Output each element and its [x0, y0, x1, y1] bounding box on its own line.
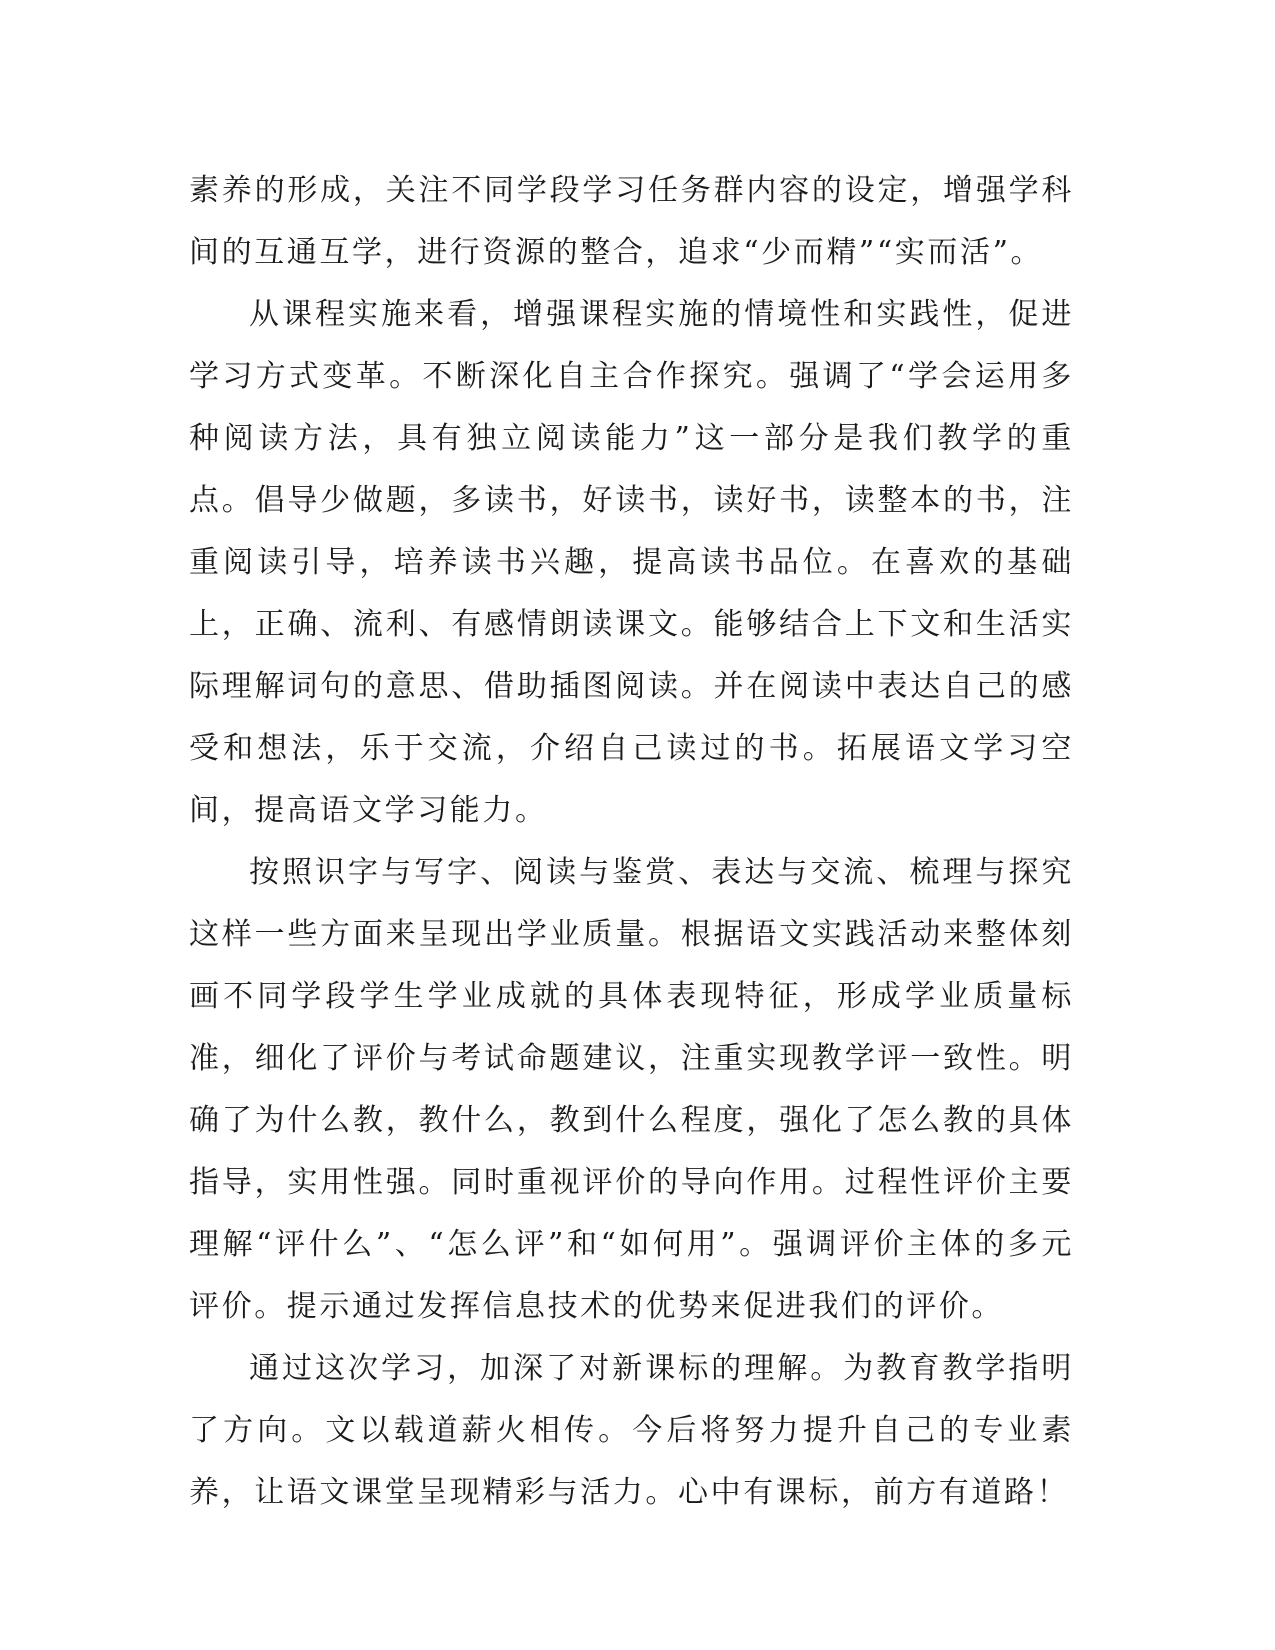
paragraph-1: 素养的形成，关注不同学段学习任务群内容的设定，增强学科间的互通互学，进行资源的整合，追求“少而精”“实而活”。: [189, 173, 1074, 270]
document-body: [189, 160, 1074, 1524]
paragraph-4: 通过这次学习，加深了对新课标的理解。为教育教学指明了方向。文以载道薪火相传。今后将努力提升自己的专业素养，让语文课堂呈现精彩与活力。心中有课标，前方有道路！: [189, 1351, 1074, 1510]
paragraph-2: 从课程实施来看，增强课程实施的情境性和实践性，促进学习方式变革。不断深化自主合作探究。强调了“学会运用多种阅读方法，具有独立阅读能力”这一部分是我们教学的重点。倡导少做题，多读书，好读书，读好书，读整本的书，注重阅读引导，培养读书兴趣，提高读书品位。在喜欢的基础上，正确、流利、有感情朗读课文。能够结合上下文和生活实际理解词句的意思、借助插图阅读。并在阅读中表达自己的感受和想法，乐于交流，介绍自己读过的书。拓展语文学习空间，提高语文学习能力。: [189, 297, 1074, 828]
paragraph-3: 按照识字与写字、阅读与鉴赏、表达与交流、梳理与探究这样一些方面来呈现出学业质量。根据语文实践活动来整体刻画不同学段学生学业成就的具体表现特征，形成学业质量标准，细化了评价与考试命题建议，注重实现教学评一致性。明确了为什么教，教什么，教到什么程度，强化了怎么教的具体指导，实用性强。同时重视评价的导向作用。过程性评价主要理解“评什么”、“怎么评”和“如何用”。强调评价主体的多元评价。提示通过发挥信息技术的优势来促进我们的评价。: [189, 855, 1074, 1324]
